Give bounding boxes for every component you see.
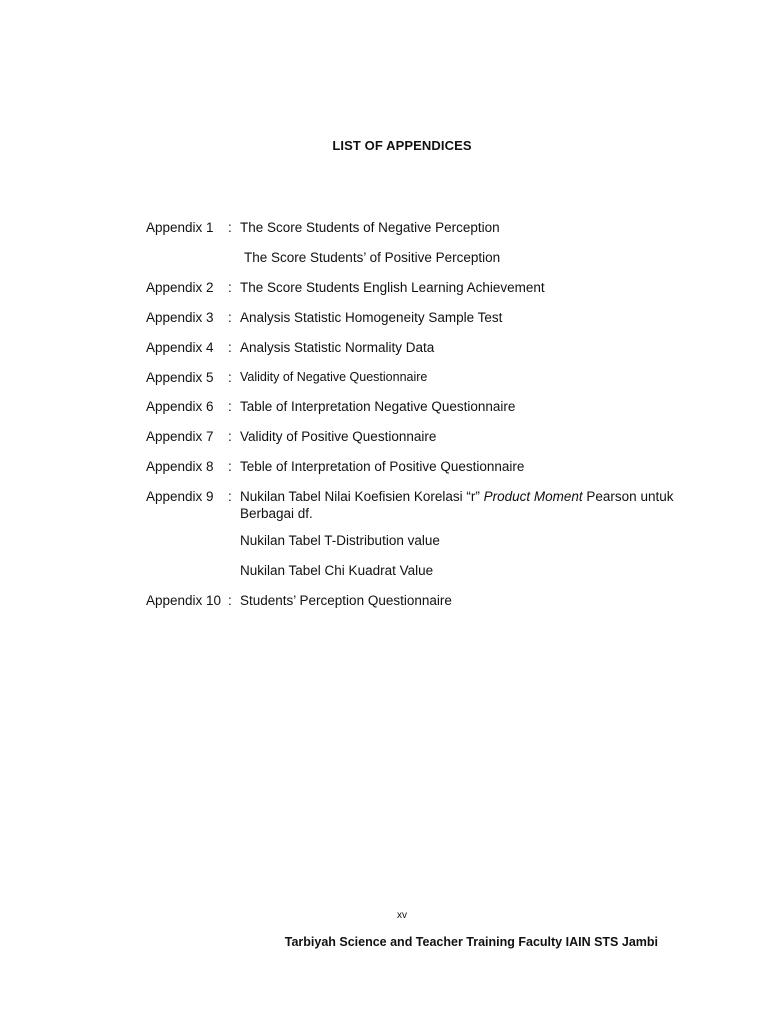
appendix-title: Teble of Interpretation of Positive Questionnaire	[240, 459, 525, 474]
appendix-title-italic: Product Moment	[483, 489, 583, 504]
appendix-entry-5	[146, 369, 676, 386]
appendix-title-part: Nukilan Tabel Nilai Koefisien Korelasi “r”	[240, 489, 484, 504]
appendix-title: Nukilan Tabel T-Distribution value	[240, 533, 440, 548]
appendix-label: Appendix 3	[146, 310, 214, 325]
appendix-label: Appendix 7	[146, 429, 214, 444]
appendix-title: Students’ Perception Questionnaire	[240, 593, 452, 608]
appendix-entry-4	[146, 339, 676, 356]
appendix-continuation	[144, 562, 674, 579]
appendix-title-part: Pearson untuk Berbagai df.	[240, 489, 674, 521]
appendix-title: The Score Students English Learning Achievement	[240, 280, 545, 295]
appendix-entry-3	[146, 309, 676, 326]
appendix-colon: :	[228, 459, 232, 474]
appendix-entry-7	[146, 428, 676, 445]
appendix-label: Appendix 9	[146, 489, 214, 504]
appendix-label: Appendix 4	[146, 340, 214, 355]
appendix-continuation	[144, 532, 674, 549]
appendix-title: Table of Interpretation Negative Questionnaire	[240, 399, 516, 414]
appendix-colon: :	[228, 593, 232, 608]
appendix-title: Nukilan Tabel Chi Kuadrat Value	[240, 563, 434, 578]
appendix-colon: :	[228, 220, 232, 235]
appendix-title: The Score Students’ of Positive Perception	[244, 250, 501, 265]
appendix-label: Appendix 2	[146, 280, 214, 295]
appendix-title: The Score Students of Negative Perception	[240, 220, 500, 235]
appendix-label: Appendix 6	[146, 399, 214, 414]
appendix-title: Validity of Positive Questionnaire	[240, 429, 437, 444]
appendix-entry-2	[146, 279, 676, 296]
appendix-entry-10	[146, 592, 676, 609]
appendix-entry-8	[146, 458, 676, 475]
appendix-entry-6	[146, 398, 676, 415]
appendix-title: Analysis Statistic Homogeneity Sample Test	[240, 310, 503, 325]
appendix-colon: :	[228, 340, 232, 355]
appendix-continuation	[148, 249, 678, 266]
appendix-colon: :	[228, 399, 232, 414]
appendix-colon: :	[228, 489, 232, 504]
appendix-colon: :	[228, 280, 232, 295]
appendix-label: Appendix 1	[146, 220, 214, 235]
appendix-colon: :	[228, 370, 232, 385]
appendix-title	[240, 488, 676, 522]
appendix-label: Appendix 10	[146, 593, 222, 608]
appendix-entry-9	[146, 488, 676, 522]
appendix-title: Analysis Statistic Normality Data	[240, 340, 435, 355]
page-title: LIST OF APPENDICES	[332, 138, 472, 153]
appendix-list	[146, 219, 676, 608]
page-number: xv	[397, 910, 407, 921]
appendix-colon: :	[228, 310, 232, 325]
appendix-label: Appendix 5	[146, 370, 214, 385]
footer-institution: Tarbiyah Science and Teacher Training Faculty IAIN STS Jambi	[284, 935, 658, 949]
appendix-label: Appendix 8	[146, 459, 214, 474]
appendix-title: Validity of Negative Questionnaire	[240, 370, 428, 384]
appendix-entry-1	[146, 219, 676, 236]
appendix-colon: :	[228, 429, 232, 444]
